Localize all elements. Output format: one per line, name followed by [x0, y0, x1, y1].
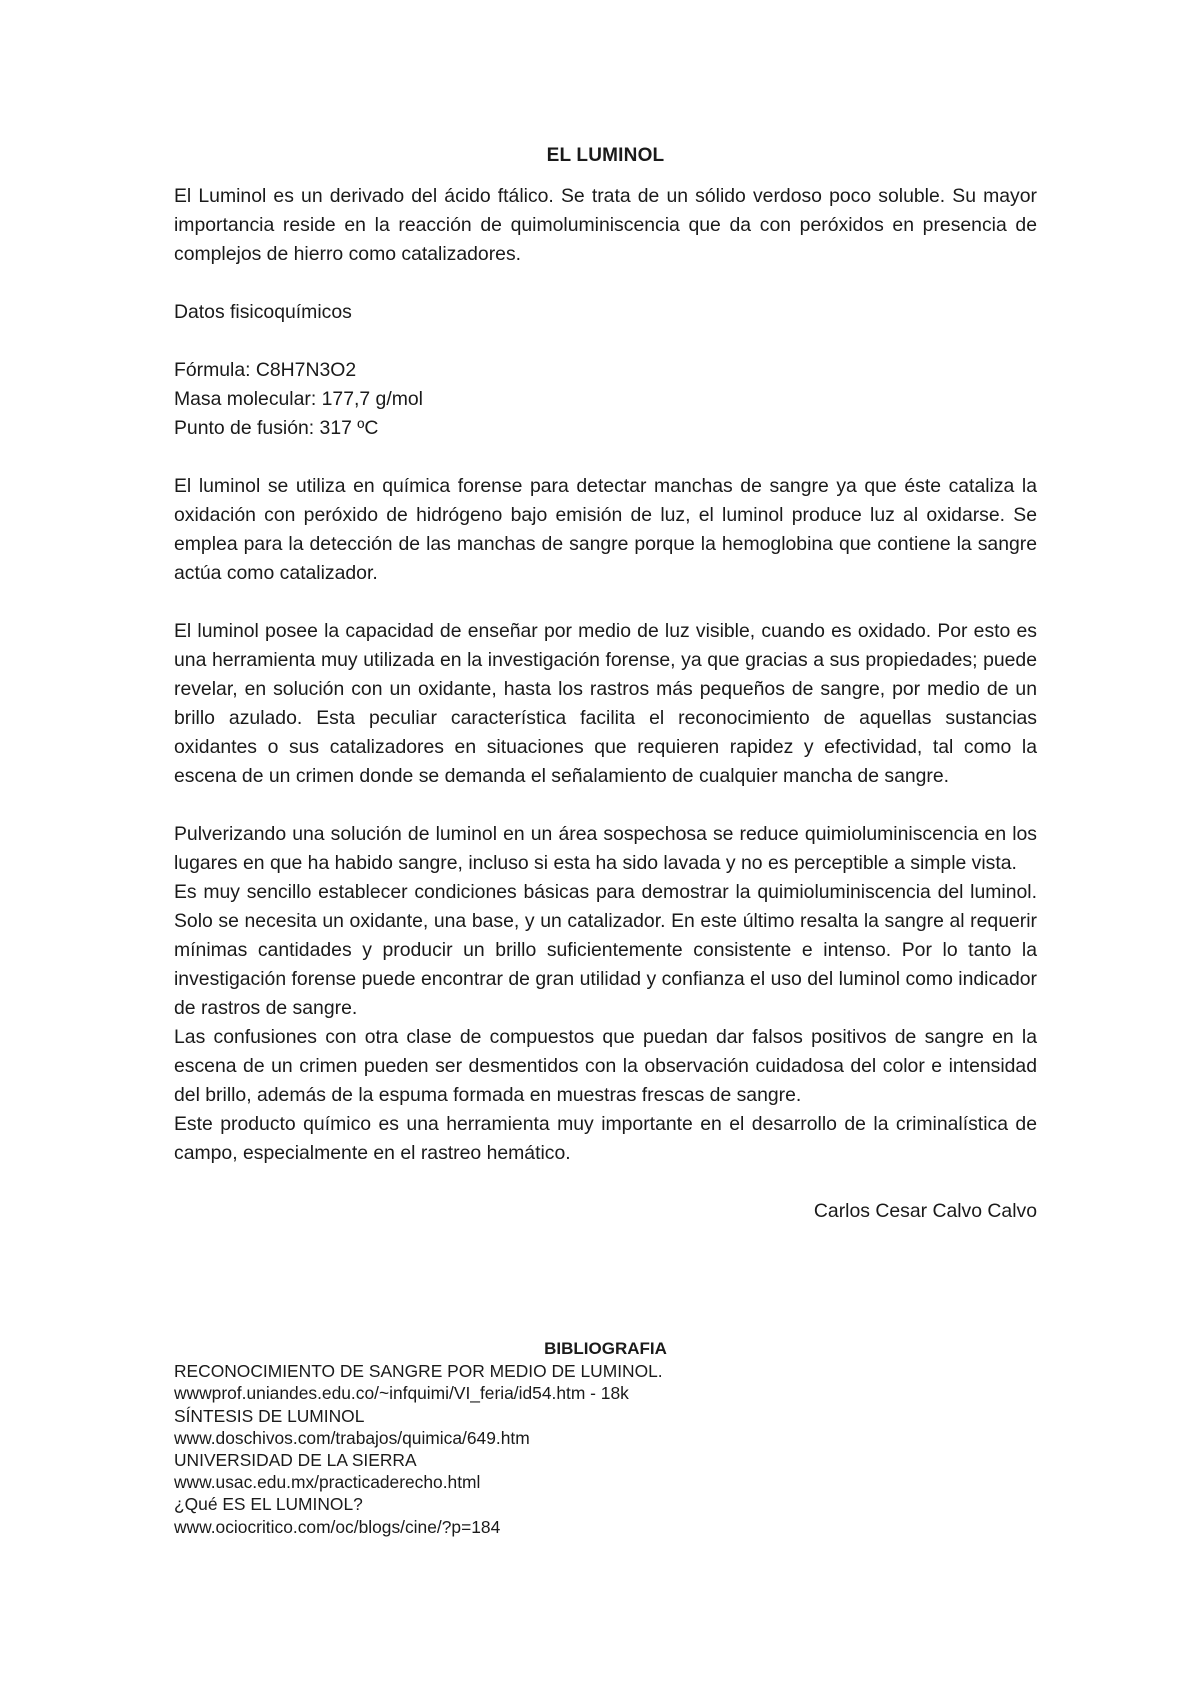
- bibliography-entry-url[interactable]: wwwprof.uniandes.edu.co/~infquimi/VI_feria/id54.htm - 18k: [174, 1383, 629, 1404]
- bibliography-entry-url[interactable]: www.usac.edu.mx/practicaderecho.html: [174, 1472, 481, 1493]
- intro-paragraph: El Luminol es un derivado del ácido ftálico. Se trata de un sólido verdoso poco soluble. Su mayor importancia reside en la reacción de quimoluminiscencia que da con peróxidos en presencia de complejos de hierro como catalizadores.: [174, 185, 1037, 265]
- properties-list: [174, 356, 1037, 443]
- paragraph-forensic-use: El luminol se utiliza en química forense para detectar manchas de sangre ya que éste cataliza la oxidación con peróxido de hidrógeno bajo emisión de luz, el luminol produce luz al oxidarse. Se emplea para la detección de las manchas de sangre porque la hemoglobina que contiene la sangre actúa como catalizador.: [174, 475, 1037, 584]
- bibliography-entry-title: UNIVERSIDAD DE LA SIERRA: [174, 1450, 417, 1471]
- paragraph-spraying: Pulverizando una solución de luminol en un área sospechosa se reduce quimioluminiscencia en los lugares en que ha habido sangre, incluso si esta ha sido lavada y no es perceptible a simple vista.: [174, 823, 1037, 874]
- data-heading: Datos fisicoquímicos: [174, 301, 352, 323]
- bibliography-section: [174, 1338, 1037, 1538]
- bibliography-title: BIBLIOGRAFIA: [544, 1339, 667, 1358]
- bibliography-entry-title: SÍNTESIS DE LUMINOL: [174, 1405, 365, 1426]
- document-body: [174, 182, 1037, 1226]
- paragraph-visible-light: El luminol posee la capacidad de enseñar por medio de luz visible, cuando es oxidado. Por esto es una herramienta muy utilizada en la investigación forense, ya que gracias a sus propiedades; puede revelar, en solución con un oxidante, hasta los rastros más pequeños de sangre, por medio de un brillo azulado. Esta peculiar característica facilita el reconocimiento de aquellas sustancias oxidantes o sus catalizadores en situaciones que requieren rapidez y efectividad, tal como la escena de un crimen donde se demanda el señalamiento de cualquier mancha de sangre.: [174, 620, 1037, 787]
- document-title: EL LUMINOL: [546, 145, 665, 166]
- molar-mass-line: Masa molecular: 177,7 g/mol: [174, 388, 423, 410]
- bibliography-entry-url[interactable]: www.ociocritico.com/oc/blogs/cine/?p=184: [174, 1516, 501, 1537]
- bibliography-entry-title: ¿Qué ES EL LUMINOL?: [174, 1494, 363, 1515]
- melting-point-line: Punto de fusión: 317 ºC: [174, 417, 379, 439]
- bibliography-entry-url[interactable]: www.doschivos.com/trabajos/quimica/649.htm: [174, 1427, 530, 1448]
- paragraph-criminalistics: Este producto químico es una herramienta muy importante en el desarrollo de la criminalística de campo, especialmente en el rastreo hemático.: [174, 1113, 1037, 1164]
- bibliography-entry-title: RECONOCIMIENTO DE SANGRE POR MEDIO DE LUMINOL.: [174, 1361, 663, 1382]
- paragraph-false-positives: Las confusiones con otra clase de compuestos que puedan dar falsos positivos de sangre en la escena de un crimen pueden ser desmentidos con la observación cuidadosa del color e intensidad del brillo, además de la espuma formada en muestras frescas de sangre.: [174, 1026, 1037, 1106]
- author-name: Carlos Cesar Calvo Calvo: [813, 1200, 1037, 1222]
- formula-line: Fórmula: C8H7N3O2: [174, 359, 357, 381]
- paragraph-conditions: Es muy sencillo establecer condiciones básicas para demostrar la quimioluminiscencia del luminol. Solo se necesita un oxidante, una base, y un catalizador. En este último resalta la sangre al requerir mínimas cantidades y producir un brillo suficientemente consistente e intenso. Por lo tanto la investigación forense puede encontrar de gran utilidad y confianza el uso del luminol como indicador de rastros de sangre.: [174, 881, 1037, 1019]
